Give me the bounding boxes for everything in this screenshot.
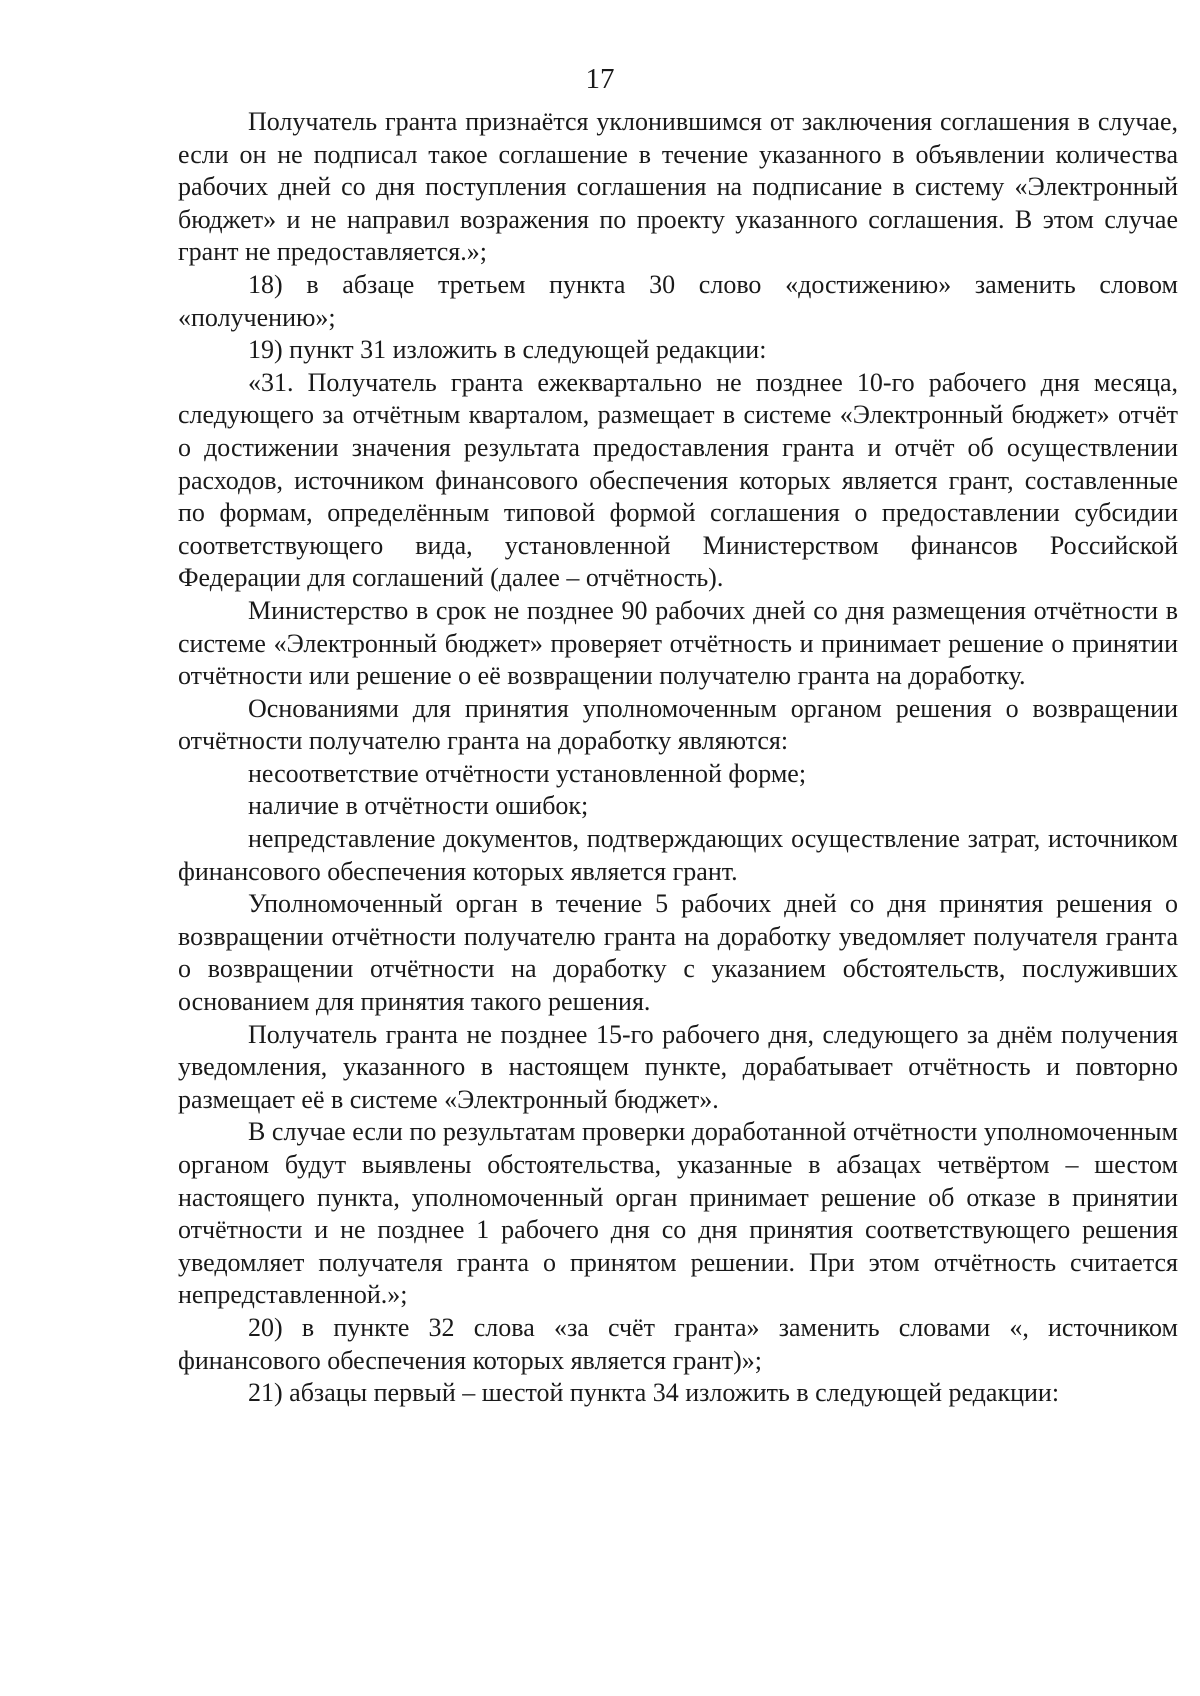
paragraph-grant-evasion: Получатель гранта признаётся уклонившимся от заключения соглашения в случае, если он не подписал такое соглашение в течение указанного в объявлении количества рабочих дней со дня поступления соглашения на подписание в систему «Электронный бюджет» и не направил возражения по проекту указанного соглашения. В этом случае грант не предоставляется.»; [178, 107, 1178, 267]
paragraph-item-20: 20) в пункте 32 слова «за счёт гранта» заменить словами «, источником финансового обеспечения которых является грант)»; [178, 1312, 1178, 1375]
paragraph-notification: Уполномоченный орган в течение 5 рабочих дней со дня принятия решения о возвращении отчётности получателю гранта на доработку уведомляет получателя гранта о возвращении отчётности на доработку с указанием обстоятельств, послуживших основанием для принятия такого решения. [178, 889, 1178, 1017]
paragraph-return-grounds: Основаниями для принятия уполномоченным органом решения о возвращении отчётности получателю гранта на доработку являются: [178, 693, 1178, 756]
paragraph-ground-form-mismatch: несоответствие отчётности установленной форме; [248, 758, 807, 788]
paragraph-item-18: 18) в абзаце третьем пункта 30 слово «достижению» заменить словом «получению»; [178, 269, 1178, 332]
paragraph-item-21: 21) абзацы первый – шестой пункта 34 изложить в следующей редакции: [248, 1378, 1060, 1408]
paragraph-rework: Получатель гранта не позднее 15-го рабочего дня, следующего за днём получения уведомления, указанного в настоящем пункте, дорабатывает отчётность и повторно размещает её в системе «Электронный бюджет». [178, 1019, 1178, 1114]
page-number: 17 [585, 63, 615, 95]
document-body [178, 106, 1178, 1410]
paragraph-ministry-review: Министерство в срок не позднее 90 рабочих дней со дня размещения отчётности в системе «Электронный бюджет» проверяет отчётность и принимает решение о принятии отчётности или решение о её возвращении получателю гранта на доработку. [178, 595, 1178, 691]
paragraph-item-19: 19) пункт 31 изложить в следующей редакции: [248, 335, 767, 365]
paragraph-ground-missing-documents: непредставление документов, подтверждающих осуществление затрат, источником финансового обеспечения которых является грант. [178, 824, 1178, 886]
paragraph-refusal: В случае если по результатам проверки доработанной отчётности уполномоченным органом будут выявлены обстоятельства, указанные в абзацах четвёртом – шестом настоящего пункта, уполномоченный орган принимает решение об отказе в принятии отчётности и не позднее 1 рабочего дня со дня принятия соответствующего решения уведомляет получателя гранта о принятом решении. При этом отчётность считается непредставленной.»; [178, 1117, 1178, 1310]
paragraph-ground-errors: наличие в отчётности ошибок; [248, 791, 589, 821]
paragraph-clause-31: «31. Получатель гранта ежеквартально не позднее 10-го рабочего дня месяца, следующего за отчётным кварталом, размещает в системе «Электронный бюджет» отчёт о достижении значения результата предоставления гранта и отчёт об осуществлении расходов, источником финансового обеспечения которых является грант, составленные по формам, определённым типовой формой соглашения о предоставлении субсидии соответствующего вида, установленной Министерством финансов Российской Федерации для соглашений (далее – отчётность). [178, 367, 1178, 593]
